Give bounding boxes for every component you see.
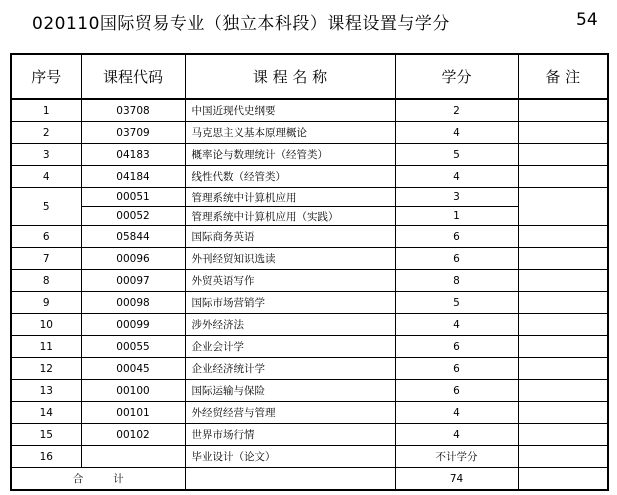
course-name: 管理系统中计算机应用（实践） — [185, 207, 395, 226]
course-code: 00051 — [81, 188, 185, 207]
row-number: 2 — [11, 122, 81, 144]
table-row — [11, 122, 608, 144]
course-note — [518, 270, 608, 292]
course-name: 外刊经贸知识选读 — [185, 248, 395, 270]
course-code: 00098 — [81, 292, 185, 314]
table-row — [11, 446, 608, 468]
course-credit: 6 — [395, 358, 518, 380]
course-note — [518, 424, 608, 446]
course-note — [518, 336, 608, 358]
course-name: 企业经济统计学 — [185, 358, 395, 380]
table-row — [11, 402, 608, 424]
table-row — [11, 226, 608, 248]
course-credit: 4 — [395, 166, 518, 188]
course-code: 00100 — [81, 380, 185, 402]
course-code: 00102 — [81, 424, 185, 446]
column-header-note: 备 注 — [518, 54, 608, 99]
row-number: 9 — [11, 292, 81, 314]
row-number: 4 — [11, 166, 81, 188]
course-note — [518, 380, 608, 402]
total-row — [11, 468, 608, 491]
course-note — [518, 402, 608, 424]
course-credit: 2 — [395, 99, 518, 122]
row-number: 15 — [11, 424, 81, 446]
row-number: 7 — [11, 248, 81, 270]
total-label: 合计 — [11, 468, 185, 491]
page-title: 020110国际贸易专业（独立本科段）课程设置与学分 — [32, 14, 450, 34]
course-name: 国际商务英语 — [185, 226, 395, 248]
course-note — [518, 314, 608, 336]
course-code: 00052 — [81, 207, 185, 226]
column-header-no: 序号 — [11, 54, 81, 99]
column-header-name: 课 程 名 称 — [185, 54, 395, 99]
course-name: 毕业设计（论文） — [185, 446, 395, 468]
course-credit: 3 — [395, 188, 518, 207]
course-code: 00055 — [81, 336, 185, 358]
course-table — [10, 53, 609, 491]
total-name-cell — [185, 468, 395, 491]
row-number: 5 — [11, 188, 81, 226]
course-credit: 4 — [395, 314, 518, 336]
table-row — [11, 424, 608, 446]
course-code: 00096 — [81, 248, 185, 270]
course-credit: 8 — [395, 270, 518, 292]
course-note — [518, 144, 608, 166]
course-name: 概率论与数理统计（经管类） — [185, 144, 395, 166]
course-note — [518, 99, 608, 122]
course-name: 涉外经济法 — [185, 314, 395, 336]
course-credit: 5 — [395, 292, 518, 314]
table-row — [11, 99, 608, 122]
page-number: 54 — [576, 10, 598, 30]
course-credit: 6 — [395, 336, 518, 358]
course-code: 04184 — [81, 166, 185, 188]
row-number: 14 — [11, 402, 81, 424]
course-code: 00101 — [81, 402, 185, 424]
row-number: 3 — [11, 144, 81, 166]
total-note-cell — [518, 468, 608, 491]
column-header-code: 课程代码 — [81, 54, 185, 99]
course-code: 03708 — [81, 99, 185, 122]
course-name: 线性代数（经管类） — [185, 166, 395, 188]
course-name: 马克思主义基本原理概论 — [185, 122, 395, 144]
course-note — [518, 292, 608, 314]
table-row — [11, 358, 608, 380]
course-name: 企业会计学 — [185, 336, 395, 358]
table-row — [11, 248, 608, 270]
total-credit: 74 — [395, 468, 518, 491]
table-row — [11, 166, 608, 188]
course-code: 00045 — [81, 358, 185, 380]
course-note — [518, 248, 608, 270]
course-note — [518, 446, 608, 468]
table-row — [11, 292, 608, 314]
table-row — [11, 380, 608, 402]
course-credit: 1 — [395, 207, 518, 226]
course-name: 中国近现代史纲要 — [185, 99, 395, 122]
course-credit: 6 — [395, 226, 518, 248]
course-code: 04183 — [81, 144, 185, 166]
course-note — [518, 166, 608, 188]
course-code: 00097 — [81, 270, 185, 292]
course-note — [518, 188, 608, 226]
table-row — [11, 270, 608, 292]
course-credit: 4 — [395, 122, 518, 144]
row-number: 1 — [11, 99, 81, 122]
row-number: 12 — [11, 358, 81, 380]
row-number: 6 — [11, 226, 81, 248]
table-header-row — [11, 54, 608, 99]
course-name: 国际运输与保险 — [185, 380, 395, 402]
course-code — [81, 446, 185, 468]
row-number: 11 — [11, 336, 81, 358]
column-header-credit: 学分 — [395, 54, 518, 99]
course-credit: 4 — [395, 424, 518, 446]
course-code: 05844 — [81, 226, 185, 248]
course-name: 外贸英语写作 — [185, 270, 395, 292]
course-credit: 4 — [395, 402, 518, 424]
course-credit: 5 — [395, 144, 518, 166]
course-name: 外经贸经营与管理 — [185, 402, 395, 424]
course-credit: 不计学分 — [395, 446, 518, 468]
row-number: 13 — [11, 380, 81, 402]
course-note — [518, 226, 608, 248]
course-credit: 6 — [395, 380, 518, 402]
course-code: 00099 — [81, 314, 185, 336]
table-row — [11, 336, 608, 358]
course-name: 世界市场行情 — [185, 424, 395, 446]
table-row — [11, 314, 608, 336]
table-row — [11, 144, 608, 166]
row-number: 16 — [11, 446, 81, 468]
course-name: 国际市场营销学 — [185, 292, 395, 314]
row-number: 8 — [11, 270, 81, 292]
table-row — [11, 188, 608, 207]
row-number: 10 — [11, 314, 81, 336]
course-credit: 6 — [395, 248, 518, 270]
course-name: 管理系统中计算机应用 — [185, 188, 395, 207]
course-note — [518, 358, 608, 380]
course-code: 03709 — [81, 122, 185, 144]
course-note — [518, 122, 608, 144]
